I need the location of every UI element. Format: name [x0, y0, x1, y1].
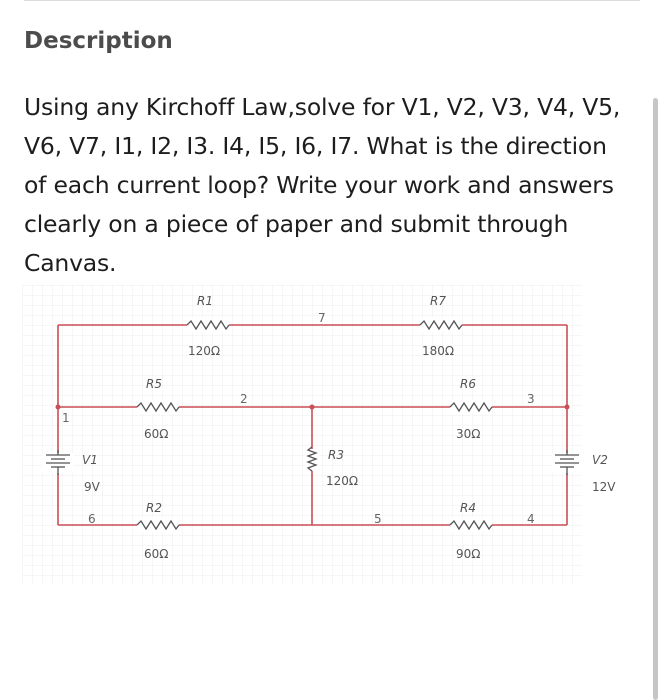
node-label-2: 2: [240, 392, 248, 406]
label-r7-value: 180Ω: [422, 344, 455, 358]
node-label-7: 7: [318, 311, 326, 325]
node-label-6: 6: [88, 512, 96, 526]
label-r7-name: R7: [430, 294, 446, 308]
label-r1-value: 120Ω: [188, 344, 221, 358]
battery-v1: [42, 450, 74, 475]
label-r4-name: R4: [460, 501, 476, 515]
top-divider: [24, 0, 640, 1]
label-r3-name: R3: [328, 448, 344, 462]
resistor-r7: [420, 318, 462, 332]
label-r6-value: 30Ω: [456, 427, 481, 441]
resistor-r1: [187, 318, 229, 332]
description-text: Using any Kirchoff Law,solve for V1, V2, V3, V4, V5, V6, V7, I1, I2, I3. I4, I5, I6, I7. What is the direction of each current loop? Write your work and answers clearly on a piece of paper and submit through Canvas.: [24, 93, 621, 277]
circuit-diagram: [22, 285, 616, 585]
junction-node-1: [56, 405, 61, 410]
label-r5-value: 60Ω: [144, 427, 169, 441]
label-v1-value: 9V: [84, 480, 100, 494]
label-r5-name: R5: [146, 377, 162, 391]
resistor-r4: [450, 518, 492, 532]
resistor-r5: [137, 400, 179, 414]
label-r2-value: 60Ω: [144, 547, 169, 561]
label-r1-name: R1: [197, 294, 213, 308]
label-r2-name: R2: [146, 501, 162, 515]
label-r3-value: 120Ω: [326, 474, 359, 488]
resistor-r3: [305, 447, 319, 471]
grid-background: [22, 285, 582, 585]
label-v1-name: V1: [82, 453, 98, 467]
junction-node-3: [565, 405, 570, 410]
node-label-5: 5: [374, 512, 382, 526]
label-r4-value: 90Ω: [456, 547, 481, 561]
node-label-3: 3: [527, 392, 535, 406]
description-heading: Description: [24, 28, 173, 54]
resistor-r2: [137, 518, 179, 532]
label-r6-name: R6: [460, 377, 476, 391]
node-label-1: 1: [62, 411, 70, 425]
node-label-4: 4: [527, 512, 535, 526]
battery-v2: [551, 450, 583, 475]
label-v2-value: 12V: [592, 480, 616, 494]
junction-node-2: [310, 405, 315, 410]
label-v2-name: V2: [592, 453, 608, 467]
vertical-scrollbar[interactable]: [653, 98, 658, 700]
resistor-r6: [450, 400, 492, 414]
